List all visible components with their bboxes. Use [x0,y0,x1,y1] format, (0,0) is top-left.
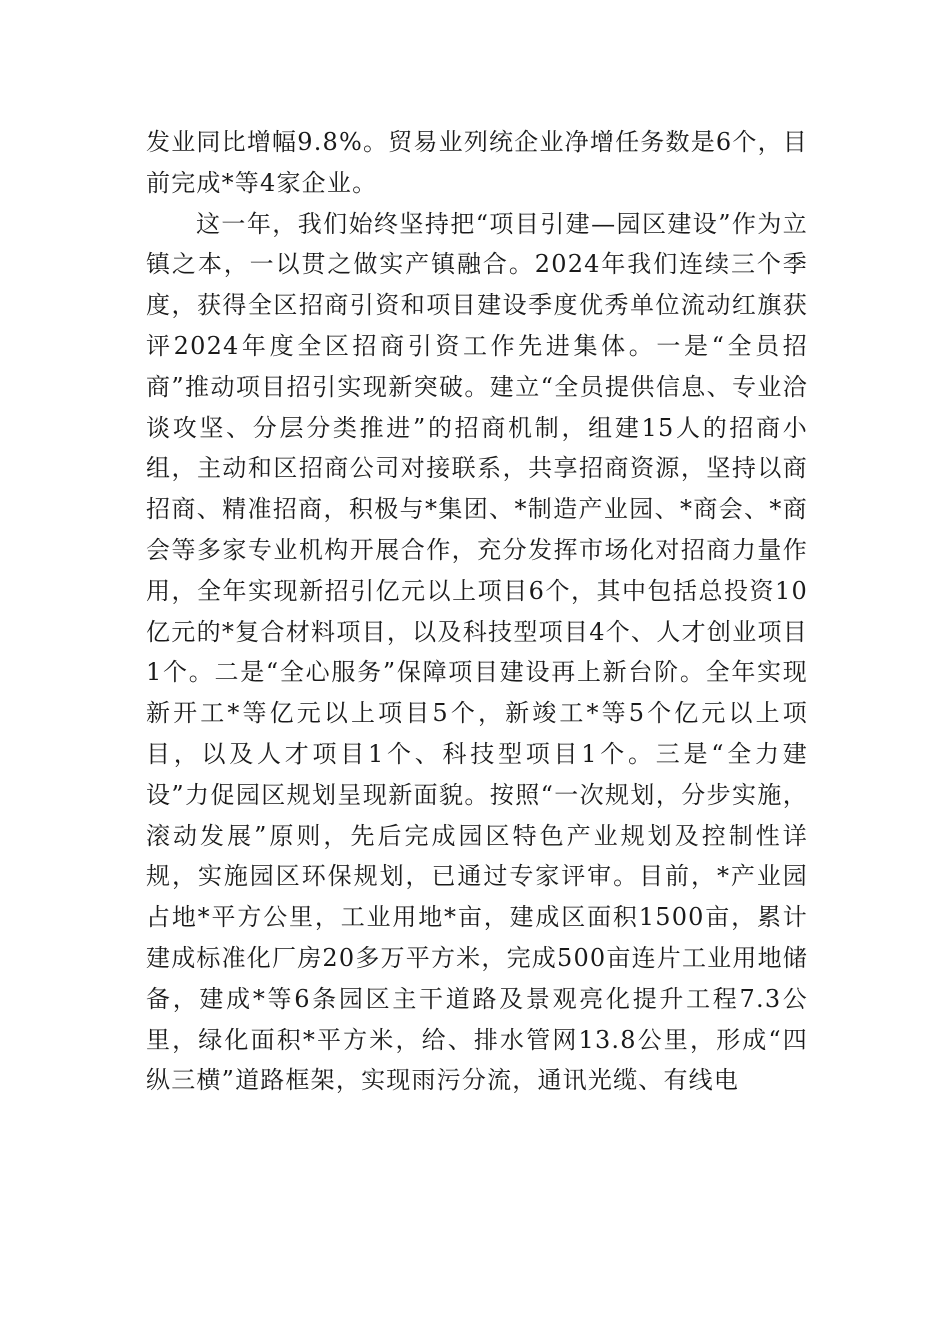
paragraph-continuation: 发业同比增幅9.8%。贸易业列统企业净增任务数是6个，目前完成*等4家企业。 [146,128,808,197]
paragraph-project-park: 这一年，我们始终坚持把“项目引建—园区建设”作为立镇之本，一以贯之做实产镇融合。2024年我们连续三个季度，获得全区招商引资和项目建设季度优秀单位流动红旗获评2024年度全区招商引资工作先进集体。一是“全员招商”推动项目招引实现新突破。建立“全员提供信息、专业洽谈攻坚、分层分类推进”的招商机制，组建15人的招商小组，主动和区招商公司对接联系，共享招商资源，坚持以商招商、精准招商，积极与*集团、*制造产业园、*商会、*商会等多家专业机构开展合作，充分发挥市场化对招商力量作用，全年实现新招引亿元以上项目6个，其中包括总投资10亿元的*复合材料项目，以及科技型项目4个、人才创业项目1个。二是“全心服务”保障项目建设再上新台阶。全年实现新开工*等亿元以上项目5个，新竣工*等5个亿元以上项目，以及人才项目1个、科技型项目1个。三是“全力建设”力促园区规划呈现新面貌。按照“一次规划，分步实施，滚动发展”原则，先后完成园区特色产业规划及控制性详规，实施园区环保规划，已通过专家评审。目前，*产业园占地*平方公里，工业用地*亩，建成区面积1500亩，累计建成标准化厂房20多万平方米，完成500亩连片工业用地储备，建成*等6条园区主干道路及景观亮化提升工程7.3公里，绿化面积*平方米，给、排水管网13.8公里，形成“四纵三横”道路框架，实现雨污分流，通讯光缆、有线电 [146,209,808,1095]
document-body [146,122,808,1101]
